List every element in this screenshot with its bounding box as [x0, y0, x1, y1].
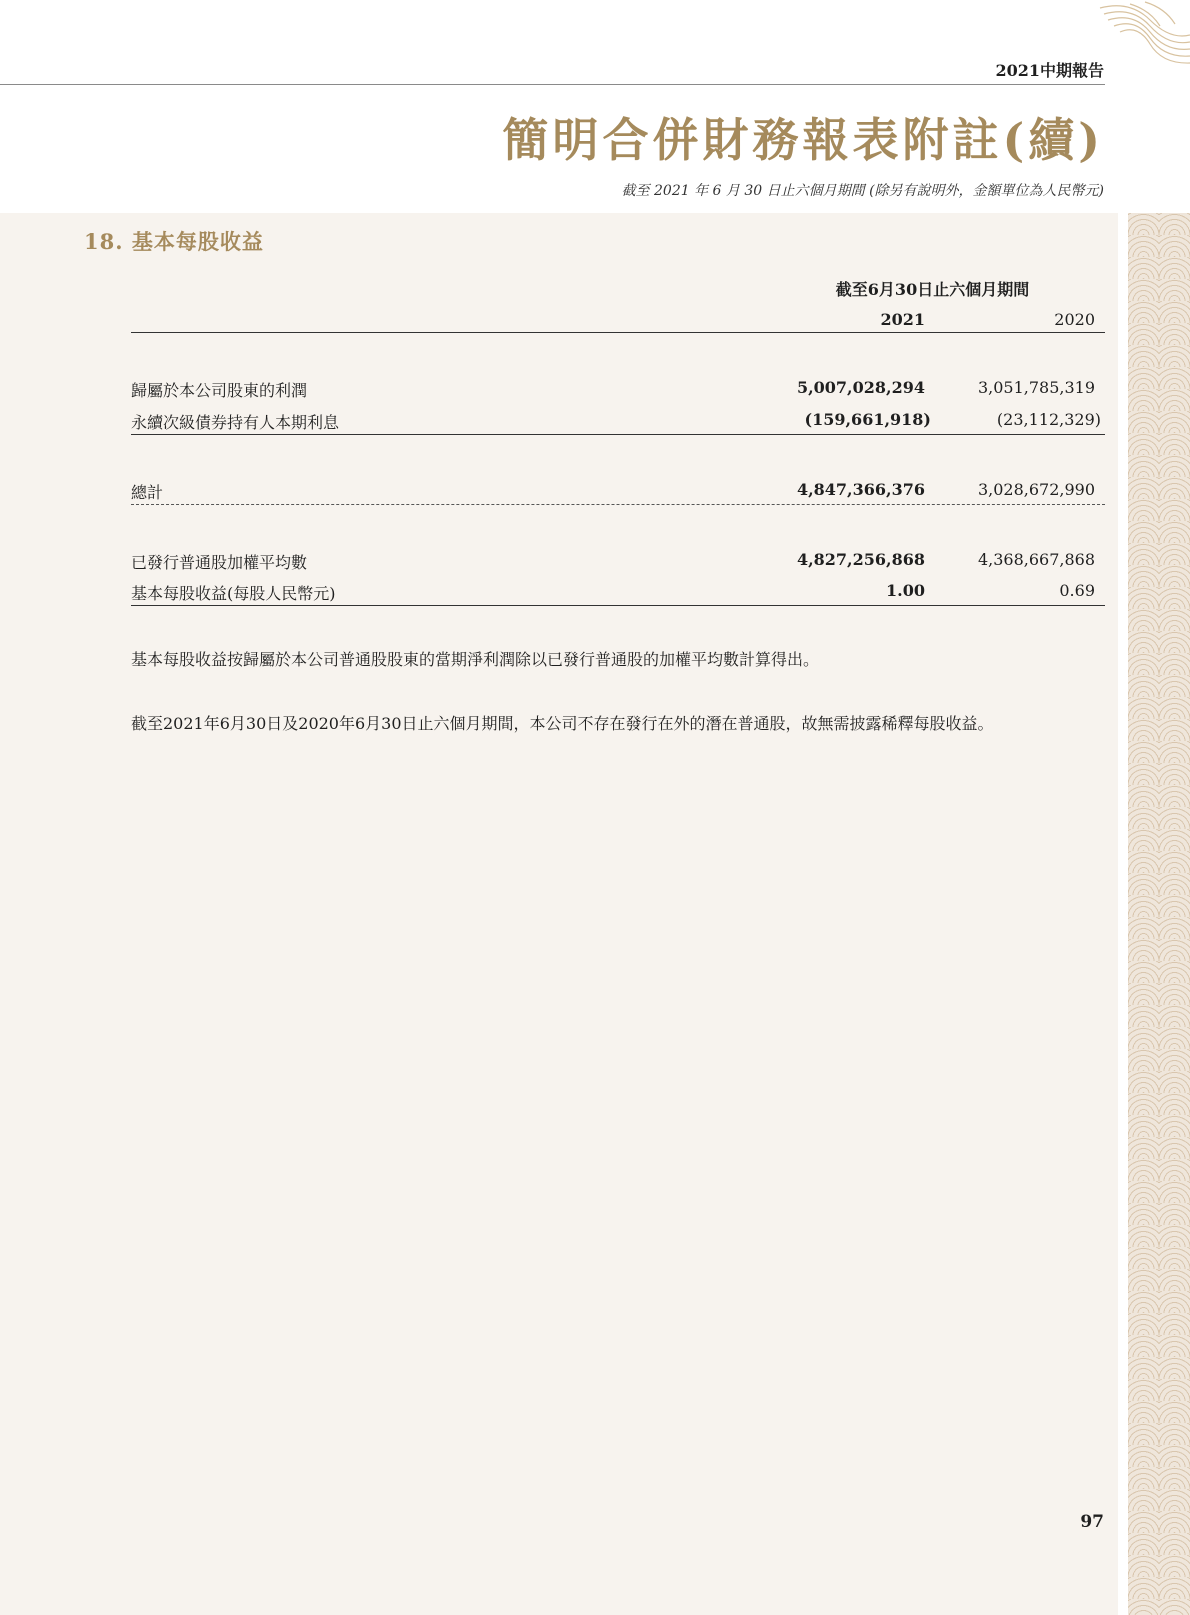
row-label-interest: 永續次級債券持有人本期利息 — [131, 413, 340, 432]
total-dashed-rule — [131, 504, 1105, 505]
row-label-total: 總計 — [131, 483, 164, 502]
row-label-weighted-shares: 已發行普通股加權平均數 — [131, 553, 308, 572]
subtotal-rule — [131, 434, 1105, 435]
header-divider — [0, 84, 1105, 85]
row-value-eps-2021: 1.00 — [886, 581, 925, 600]
column-header-2020: 2020 — [1054, 310, 1095, 329]
period-column-header: 截至6月30日止六個月期間 — [835, 280, 1030, 299]
report-label: 2021中期報告 — [995, 61, 1104, 80]
page-number: 97 — [1080, 1512, 1104, 1532]
column-header-2021: 2021 — [880, 310, 925, 329]
table-bottom-rule — [131, 605, 1105, 606]
row-value-profit-2020: 3,051,785,319 — [977, 378, 1095, 397]
period-note: 截至 2021 年 6 月 30 日止六個月期間 (除另有說明外，金額單位為人民幣元) — [621, 183, 1104, 199]
page-title: 簡明合併財務報表附註(續) — [502, 113, 1104, 167]
row-value-total-2021: 4,847,366,376 — [796, 480, 925, 499]
diluted-eps-note: 截至2021年6月30日及2020年6月30日止六個月期間，本公司不存在發行在外的潛在普通股，故無需披露稀釋每股收益。 — [131, 714, 994, 733]
wave-ornament-icon — [1090, 0, 1190, 75]
table-header-rule — [131, 332, 1105, 333]
row-value-interest-2021: (159,661,918) — [804, 410, 931, 429]
row-value-shares-2021: 4,827,256,868 — [796, 550, 925, 569]
row-value-eps-2020: 0.69 — [1059, 581, 1095, 600]
row-value-total-2020: 3,028,672,990 — [977, 480, 1095, 499]
eps-calculation-note: 基本每股收益按歸屬於本公司普通股股東的當期淨利潤除以已發行普通股的加權平均數計算得出。 — [131, 650, 820, 669]
row-label-basic-eps: 基本每股收益(每股人民幣元) — [131, 584, 336, 603]
section-title: 18. 基本每股收益 — [84, 229, 264, 254]
row-value-interest-2020: (23,112,329) — [996, 410, 1101, 429]
row-label-profit: 歸屬於本公司股東的利潤 — [131, 381, 308, 400]
row-value-shares-2020: 4,368,667,868 — [977, 550, 1095, 569]
decorative-pattern-strip — [1128, 213, 1190, 1615]
row-value-profit-2021: 5,007,028,294 — [796, 378, 925, 397]
